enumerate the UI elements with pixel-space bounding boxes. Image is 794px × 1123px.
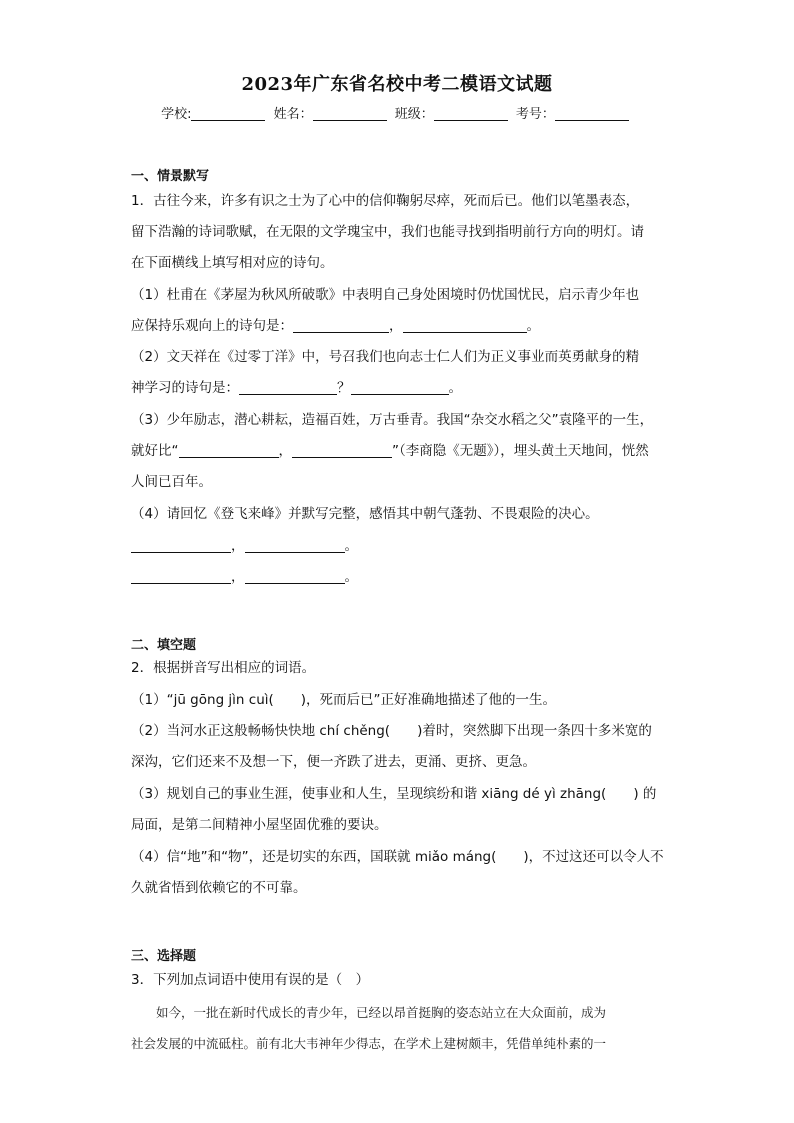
- answer-prompt: 神学习的诗句是：: [131, 380, 239, 396]
- punctuation: 。: [526, 318, 540, 334]
- name-label: 姓名：: [273, 107, 313, 122]
- school-blank[interactable]: [191, 106, 265, 121]
- student-info-row: [0, 103, 794, 122]
- answer-blank[interactable]: [403, 317, 527, 333]
- answer-blank[interactable]: [245, 568, 345, 584]
- question-text: 留下浩瀚的诗词歌赋，在无限的文学瑰宝中，我们也能寻找到指明前行方向的明灯。请: [131, 224, 644, 240]
- subquestion-text: 人间已百年。: [131, 474, 212, 490]
- subquestion-answer-line: [131, 316, 671, 336]
- passage-text: 社会发展的中流砥柱。前有北大韦神年少得志，在学术上建树颇丰，凭借单纯朴素的一: [131, 1036, 607, 1051]
- answer-blank[interactable]: [245, 537, 345, 553]
- answer-blank[interactable]: [239, 379, 337, 395]
- subquestion-text: （1）杜甫在《茅屋为秋风所破歌》中表明自己身处困境时仍忧国忧民，启示青少年也: [131, 287, 640, 303]
- subquestion-text: 深沟，它们还来不及想一下，便一齐跌了进去，更涌、更挤、更急。: [131, 754, 536, 770]
- subquestion-text: （2）当河水正这般畅畅快快地 chí chěng( )着时，突然脚下出现一条四十多米宽的: [131, 723, 652, 739]
- answer-blank[interactable]: [293, 317, 389, 333]
- answer-blank[interactable]: [292, 442, 392, 458]
- section-heading-fill-blank: 二、填空题: [131, 638, 197, 653]
- punctuation: ？: [337, 380, 351, 396]
- subquestion-text: 局面，是第二间精神小屋坚固优雅的要诀。: [131, 817, 388, 833]
- section-heading-choice: 三、选择题: [131, 949, 197, 964]
- punctuation: ，: [231, 569, 245, 585]
- passage-text: 如今，一批在新时代成长的青少年，已经以昂首挺胸的姿态站立在大众面前，成为: [131, 1005, 607, 1020]
- answer-suffix: ”（李商隐《无题》），埋头黄土天地间，恍然: [392, 443, 649, 459]
- subquestion-text: （4）请回忆《登飞来峰》并默写完整，感悟其中朝气蓬勃、不畏艰险的决心。: [131, 506, 599, 522]
- punctuation: 。: [448, 380, 462, 396]
- answer-prompt: 应保持乐观向上的诗句是：: [131, 318, 293, 334]
- page-title: 2023年广东省名校中考二模语文试题: [241, 74, 553, 95]
- answer-prompt: 就好比“: [131, 443, 179, 459]
- subquestion-text: （3）少年励志，潜心耕耘，造福百姓，万古垂青。我国“杂交水稻之父”袁隆平的一生，: [131, 412, 654, 428]
- exam-number-label: 考号：: [515, 107, 555, 122]
- answer-blank[interactable]: [131, 568, 231, 584]
- punctuation: ，: [278, 443, 292, 459]
- subquestion-text: 久就省悟到依赖它的不可靠。: [131, 880, 307, 896]
- subquestion-answer-line: [131, 441, 671, 461]
- punctuation: 。: [344, 569, 358, 585]
- punctuation: 。: [344, 538, 358, 554]
- question-text: 在下面横线上填写相对应的诗句。: [131, 255, 334, 271]
- subquestion-answer-line: [131, 567, 671, 587]
- question-text: 3．下列加点词语中使用有误的是（ ）: [131, 972, 370, 988]
- punctuation: ，: [231, 538, 245, 554]
- answer-blank[interactable]: [179, 442, 279, 458]
- class-label: 班级：: [394, 107, 434, 122]
- school-label: 学校:: [161, 107, 192, 122]
- exam-number-blank[interactable]: [555, 106, 629, 121]
- section-heading-poetry: 一、情景默写: [131, 169, 210, 184]
- subquestion-answer-line: [131, 378, 671, 398]
- answer-blank[interactable]: [131, 537, 231, 553]
- punctuation: ，: [389, 318, 403, 334]
- name-blank[interactable]: [313, 106, 387, 121]
- subquestion-answer-line: [131, 536, 671, 556]
- subquestion-text: （3）规划自己的事业生涯，使事业和人生，呈现缤纷和谐 xiāng dé yì zhāng( ) 的: [131, 786, 657, 802]
- subquestion-text: （2）文天祥在《过零丁洋》中，号召我们也向志士仁人们为正义事业而英勇献身的精: [131, 349, 640, 365]
- question-text: 2．根据拼音写出相应的词语。: [131, 660, 316, 676]
- subquestion-text: （1）“jū gōng jìn cuì( )，死而后已”正好准确地描述了他的一生。: [131, 692, 557, 708]
- answer-blank[interactable]: [351, 379, 449, 395]
- class-blank[interactable]: [434, 106, 508, 121]
- question-text: 1．古往今来，许多有识之士为了心中的信仰鞠躬尽瘁，死而后已。他们以笔墨表态，: [131, 193, 640, 209]
- subquestion-text: （4）信“地”和“物”，还是切实的东西，国联就 miǎo máng( )，不过这还可以令人不: [131, 849, 664, 865]
